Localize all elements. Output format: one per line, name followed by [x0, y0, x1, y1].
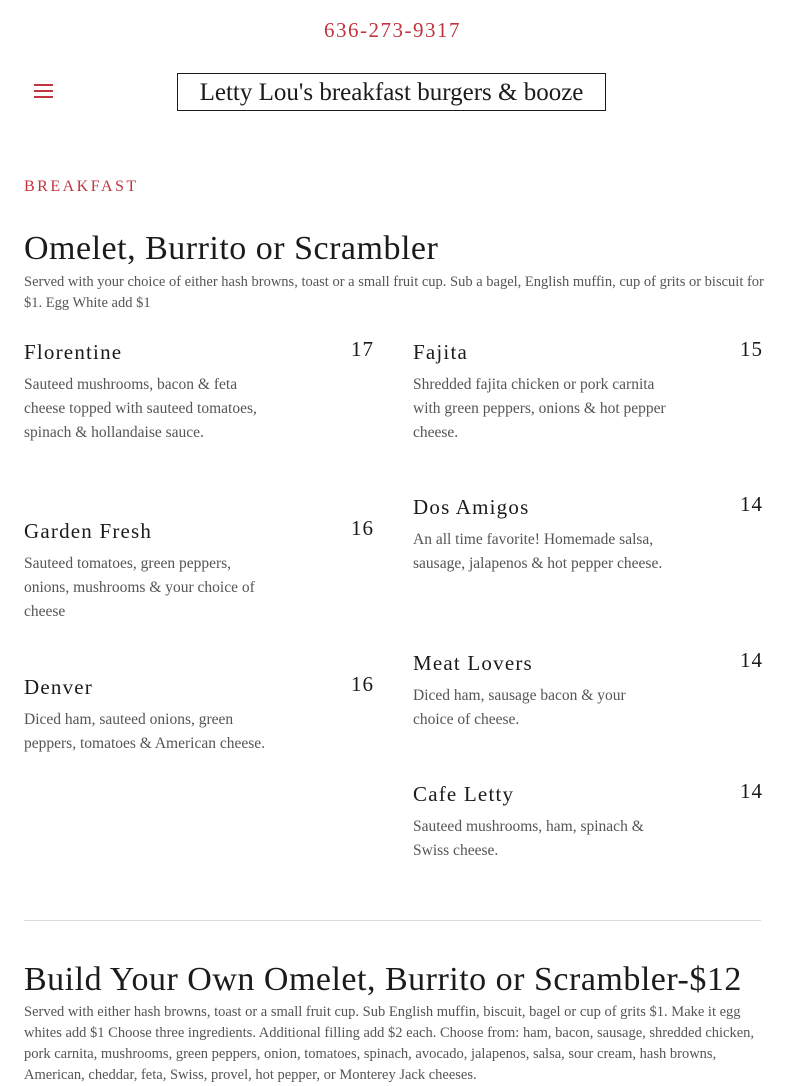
menu-item-description: Diced ham, sausage bacon & your choice of cheese.	[413, 687, 626, 728]
build-section-intro: Served with either hash browns, toast or a small fruit cup. Sub English muffin, biscuit, bagel or cup of grits $1. Make it egg whites add $1 Choose three ingredients. Additional filling add $2 each. Choose from: ham, bacon, sausage, shredded chicken, pork carnita, mushrooms, green peppers, onion, tomatoes, spinach, avocado, jalapenos, salsa, sour cream, hash browns, American, cheddar, feta, Swiss, provel, hot pepper, or Monterey Jack cheeses.	[24, 1004, 755, 1083]
menu-item-description: Diced ham, sauteed onions, green peppers, tomatoes & American cheese.	[24, 711, 266, 752]
menu-item-garden-fresh	[24, 516, 374, 629]
hamburger-menu-icon[interactable]	[34, 84, 53, 101]
menu-item-name: Dos Amigos	[413, 495, 530, 519]
menu-item-price: 17	[351, 337, 374, 361]
menu-item-description: Sauteed mushrooms, bacon & feta cheese topped with sauteed tomatoes, spinach & hollandaise sauce.	[24, 376, 257, 441]
menu-item-price: 16	[351, 516, 374, 540]
menu-item-name: Fajita	[413, 340, 469, 364]
section-divider	[24, 920, 761, 921]
menu-item-name: Meat Lovers	[413, 651, 533, 675]
menu-item-name: Denver	[24, 675, 94, 699]
phone-link[interactable]: 636-273-9317	[324, 18, 461, 42]
menu-item-fajita	[413, 337, 763, 450]
menu-item-price: 14	[740, 492, 763, 516]
section-label: BREAKFAST	[24, 178, 139, 195]
build-section-title: Build Your Own Omelet, Burrito or Scrambler-$12	[24, 961, 742, 998]
menu-item-price: 15	[740, 337, 763, 361]
menu-item-meat-lovers	[413, 648, 763, 741]
menu-item-dos-amigos	[413, 492, 763, 605]
section-intro: Served with your choice of either hash browns, toast or a small fruit cup. Sub a bagel, English muffin, cup of grits or biscuit for $1. Egg White add $1	[24, 274, 764, 311]
menu-item-description: Sauteed tomatoes, green peppers, onions, mushrooms & your choice of cheese	[24, 555, 255, 620]
menu-item-florentine	[24, 337, 374, 470]
menu-item-denver	[24, 672, 374, 785]
menu-item-price: 14	[740, 779, 763, 803]
menu-item-price: 16	[351, 672, 374, 696]
brand-logo[interactable]: Letty Lou's breakfast burgers & booze	[177, 73, 606, 111]
menu-item-description: An all time favorite! Homemade salsa, sausage, jalapenos & hot pepper cheese.	[413, 531, 663, 572]
section-title: Omelet, Burrito or Scrambler	[24, 230, 439, 267]
menu-item-description: Sauteed mushrooms, ham, spinach & Swiss cheese.	[413, 818, 644, 859]
menu-item-name: Cafe Letty	[413, 782, 515, 806]
menu-item-name: Florentine	[24, 340, 123, 364]
menu-item-cafe-letty	[413, 779, 763, 872]
menu-item-description: Shredded fajita chicken or pork carnita with green peppers, onions & hot pepper cheese.	[413, 376, 666, 441]
menu-item-name: Garden Fresh	[24, 519, 153, 543]
menu-item-price: 14	[740, 648, 763, 672]
